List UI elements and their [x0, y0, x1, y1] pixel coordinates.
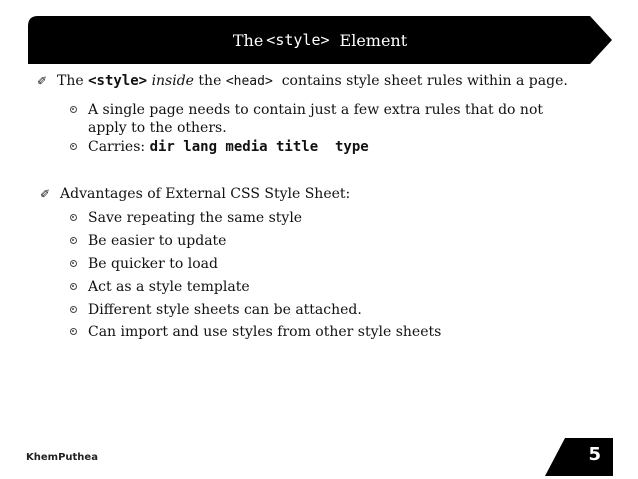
list-item: [88, 301, 362, 319]
advantage-text: Be easier to update: [88, 233, 227, 249]
circle-bullet-icon: [70, 328, 77, 335]
list-item: [88, 323, 441, 341]
circle-bullet-icon: [70, 106, 77, 113]
bullet-advantages: [40, 185, 351, 203]
b1-mid: the: [198, 73, 222, 89]
list-item: [88, 278, 250, 296]
b2-text: Advantages of External CSS Style Sheet:: [60, 186, 351, 202]
sub1-text: A single page needs to contain just a few extra rules that do not apply to the others.: [88, 102, 544, 136]
pencil-icon: ✐: [37, 74, 48, 88]
list-item: [88, 255, 218, 273]
circle-bullet-icon: [70, 260, 77, 267]
footer-author: KhemPuthea: [26, 452, 98, 463]
list-item: [88, 209, 302, 227]
page-number: 5: [588, 444, 601, 465]
circle-bullet-icon: [70, 306, 77, 313]
title-banner: [28, 16, 612, 64]
advantage-text: Different style sheets can be attached.: [88, 302, 362, 318]
circle-bullet-icon: [70, 143, 77, 150]
b1-post: contains style sheet rules within a page.: [281, 73, 568, 89]
carries-values: dir lang media title type: [149, 139, 369, 155]
carries-label: Carries:: [88, 139, 146, 155]
list-item: [88, 232, 226, 250]
circle-bullet-icon: [70, 237, 77, 244]
circle-bullet-icon: [70, 214, 77, 221]
pencil-icon: ✐: [40, 187, 51, 201]
sub-bullet-single-page: [88, 101, 578, 137]
advantage-text: Act as a style template: [88, 279, 250, 295]
sub-bullet-carries: [88, 138, 369, 156]
title-suffix: Element: [339, 30, 408, 50]
b1-code-bold: <style>: [88, 73, 148, 89]
title-prefix: The: [232, 30, 264, 50]
circle-bullet-icon: [70, 283, 77, 290]
b1-pre: The: [57, 73, 84, 89]
slide-title: [28, 16, 612, 64]
advantage-text: Can import and use styles from other style sheets: [88, 324, 442, 340]
b1-italic: inside: [151, 73, 194, 89]
advantage-text: Save repeating the same style: [88, 210, 303, 226]
b1-code: <head>: [225, 74, 273, 89]
advantage-text: Be quicker to load: [88, 256, 218, 272]
bullet-style-in-head: [37, 72, 568, 91]
badge-shape: [545, 438, 613, 476]
title-code: <style>: [266, 31, 330, 49]
page-number-badge: [545, 438, 613, 476]
